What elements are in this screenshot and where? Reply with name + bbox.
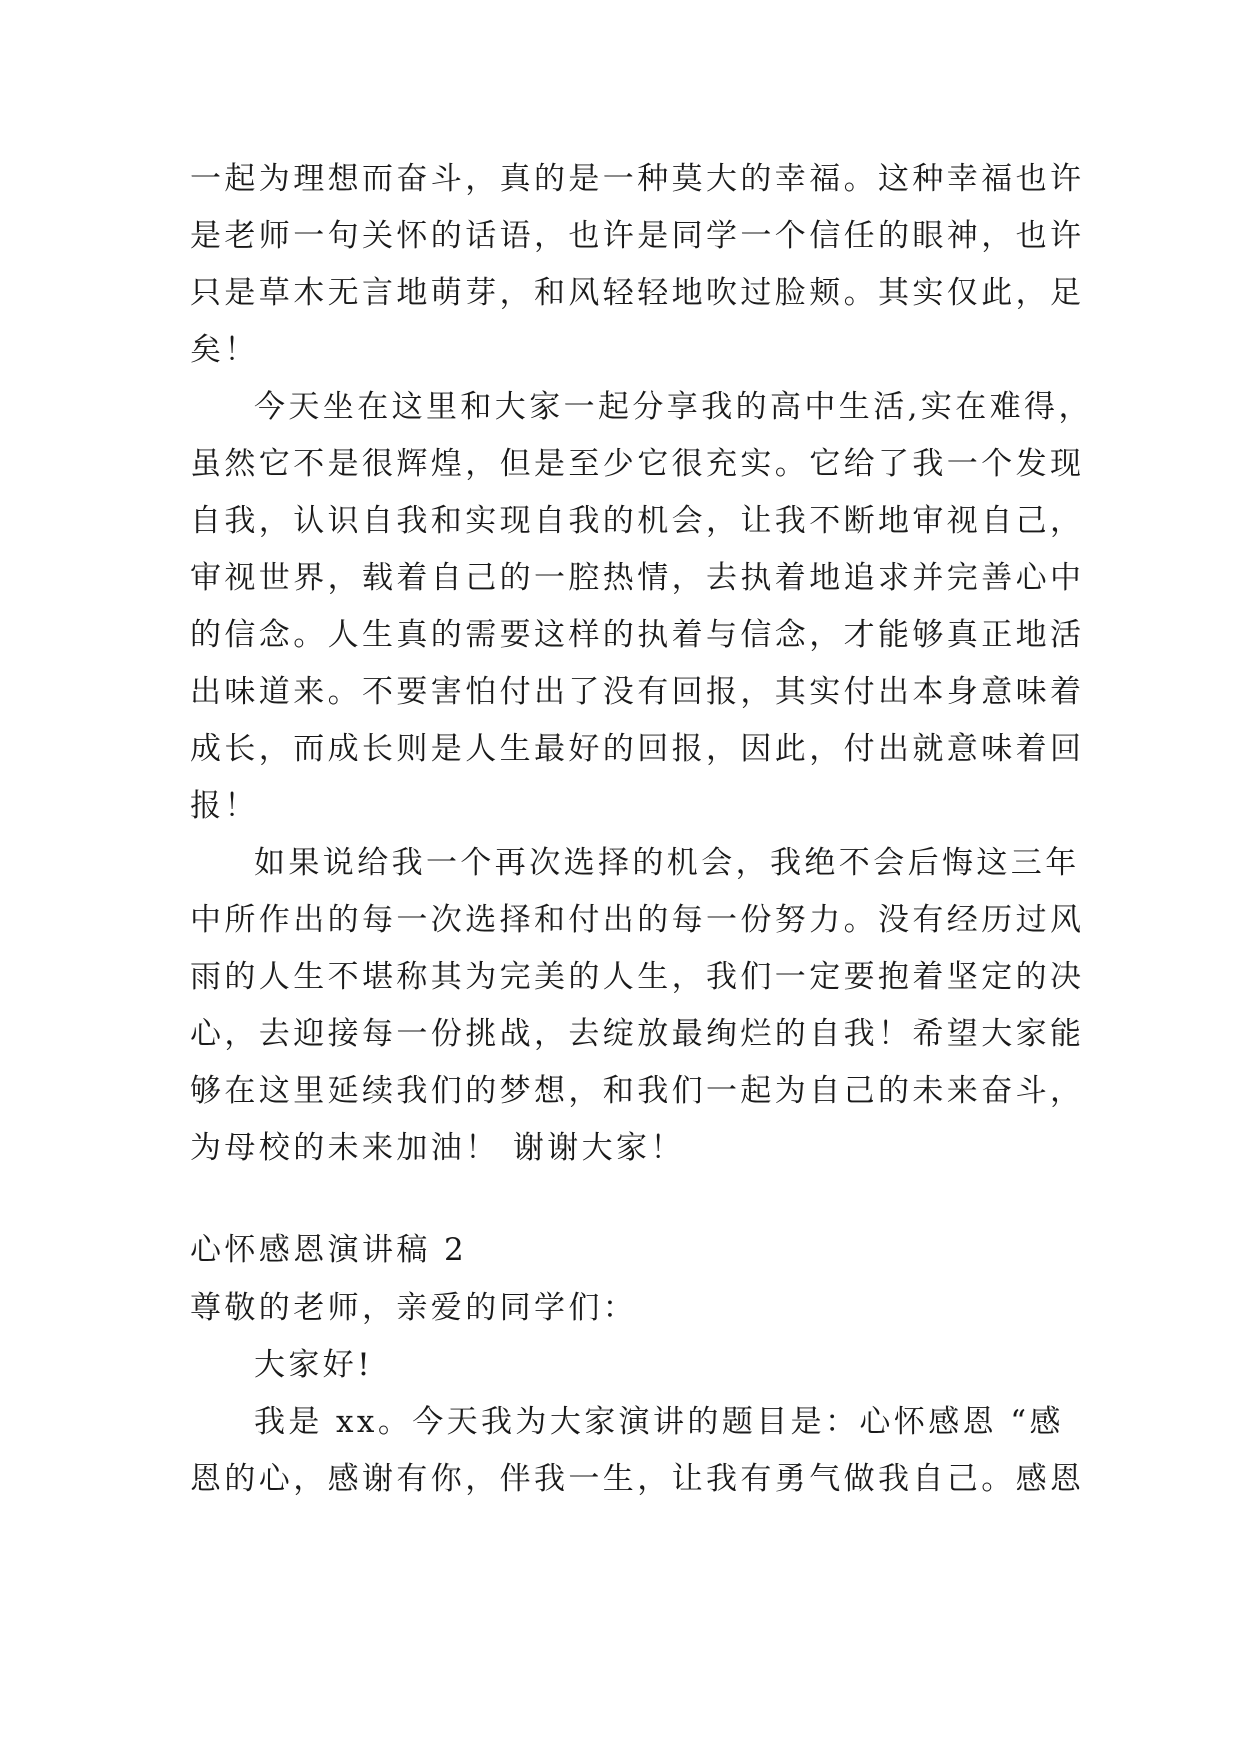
paragraph-line: 是老师一句关怀的话语，也许是同学一个信任的眼神，也许 xyxy=(190,218,1085,254)
paragraph-line: 一起为理想而奋斗，真的是一种莫大的幸福。这种幸福也许 xyxy=(190,161,1085,197)
paragraph-line: 心，去迎接每一份挑战，去绽放最绚烂的自我！希望大家能 xyxy=(190,1016,1085,1052)
section-title: 心怀感恩演讲稿 2 xyxy=(190,1232,468,1268)
salutation: 尊敬的老师，亲爱的同学们： xyxy=(190,1290,638,1326)
greeting: 大家好! xyxy=(254,1347,374,1383)
paragraph-line: 雨的人生不堪称其为完美的人生，我们一定要抱着坚定的决 xyxy=(190,959,1085,995)
paragraph-line: 虽然它不是很辉煌，但是至少它很充实。它给了我一个发现 xyxy=(190,446,1085,482)
paragraph-line: 报！ xyxy=(190,788,259,824)
paragraph-line: 只是草木无言地萌芽，和风轻轻地吹过脸颊。其实仅此，足 xyxy=(190,275,1085,311)
paragraph-line: 为母校的未来加油！ 谢谢大家！ xyxy=(190,1130,685,1166)
paragraph-line: 矣！ xyxy=(190,332,259,368)
paragraph-line: 审视世界，载着自己的一腔热情，去执着地追求并完善心中 xyxy=(190,560,1085,596)
paragraph-line: 的信念。人生真的需要这样的执着与信念，才能够真正地活 xyxy=(190,617,1085,653)
paragraph-line: 中所作出的每一次选择和付出的每一份努力。没有经历过风 xyxy=(190,902,1085,938)
paragraph-line: 我是 xx。今天我为大家演讲的题目是：心怀感恩 “感 xyxy=(254,1404,1064,1440)
paragraph-line: 够在这里延续我们的梦想，和我们一起为自己的未来奋斗， xyxy=(190,1073,1085,1109)
paragraph-line: 恩的心，感谢有你，伴我一生，让我有勇气做我自己。感恩 xyxy=(190,1461,1085,1497)
paragraph-line: 成长，而成长则是人生最好的回报，因此，付出就意味着回 xyxy=(190,731,1085,767)
paragraph-line: 今天坐在这里和大家一起分享我的高中生活,实在难得， xyxy=(254,389,1093,425)
paragraph-line: 如果说给我一个再次选择的机会，我绝不会后悔这三年 xyxy=(254,845,1080,881)
paragraph-line: 出味道来。不要害怕付出了没有回报，其实付出本身意味着 xyxy=(190,674,1085,710)
paragraph-line: 自我，认识自我和实现自我的机会，让我不断地审视自己， xyxy=(190,503,1085,539)
